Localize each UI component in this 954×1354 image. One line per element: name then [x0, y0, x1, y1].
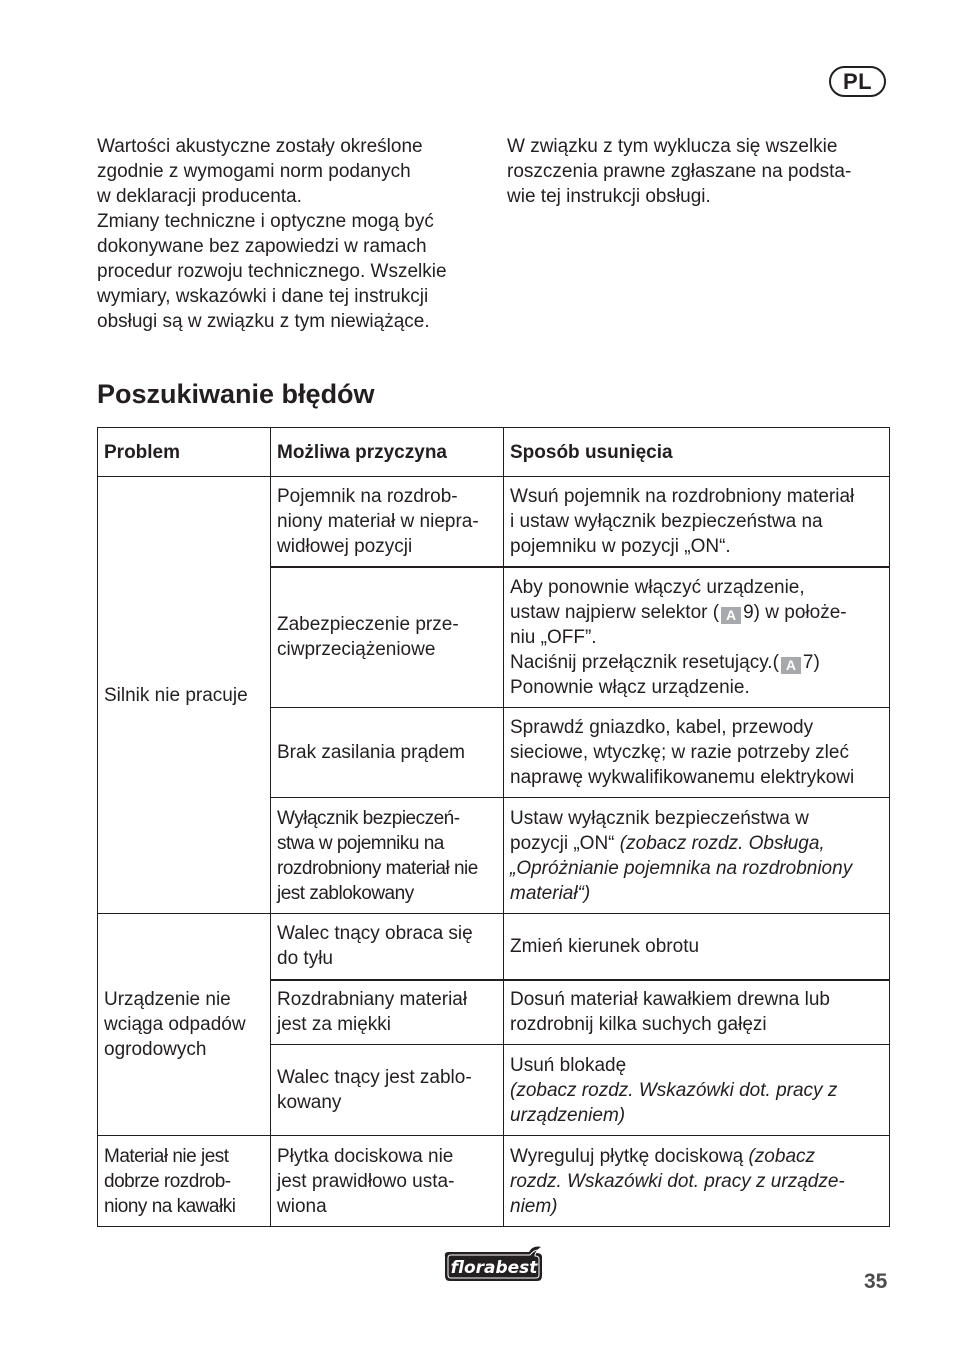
page-number: 35	[864, 1270, 888, 1293]
cause-line: stwa w pojemniku na	[277, 832, 444, 854]
problem-line: dobrze rozdrob-	[104, 1170, 231, 1192]
remedy-cell	[504, 567, 890, 708]
cause-line: Walec tnący jest zablo-	[277, 1067, 472, 1088]
intro-line: wie tej instrukcji obsługi.	[507, 186, 711, 207]
intro-left-column	[97, 134, 447, 334]
language-badge: PL	[829, 66, 886, 97]
remedy-reference: rozdz. Wskazówki dot. pracy z urządze-	[510, 1170, 845, 1192]
problem-line: Silnik nie pracuje	[104, 684, 248, 706]
table-row	[98, 477, 890, 567]
cause-line: widłowej pozycji	[277, 535, 413, 557]
remedy-cell	[504, 980, 890, 1045]
cause-line: ciwprzeciążeniowe	[277, 639, 436, 661]
cause-line: rozdrobniony materiał nie	[277, 857, 478, 879]
cause-cell	[271, 708, 504, 798]
cause-line: Płytka dociskowa nie	[277, 1145, 454, 1167]
cause-line: jest za miękki	[277, 1014, 392, 1036]
header-problem: Problem	[98, 428, 271, 477]
figure-a-icon: A	[781, 657, 801, 674]
intro-line: procedur rozwoju technicznego. Wszelkie	[97, 261, 447, 282]
cause-line: Walec tnący obraca się	[277, 923, 473, 945]
intro-line: w deklaracji producenta.	[97, 186, 302, 207]
table-row	[98, 914, 890, 980]
cause-line: jest prawidłowo usta-	[277, 1170, 455, 1192]
cause-cell	[271, 798, 504, 914]
remedy-text: 9) w położe-	[743, 601, 847, 623]
remedy-line	[510, 600, 883, 625]
remedy-line: rozdrobnij kilka suchych gałęzi	[510, 1014, 767, 1036]
remedy-line: i ustaw wyłącznik bezpieczeństwa na	[510, 510, 823, 532]
remedy-line: Wsuń pojemnik na rozdrobniony materiał	[510, 485, 855, 507]
problem-cell	[98, 477, 271, 914]
remedy-line: Sprawdź gniazdko, kabel, przewody	[510, 717, 814, 738]
logo-text: florabest	[450, 1258, 538, 1278]
remedy-line	[510, 1144, 883, 1169]
problem-line: ogrodowych	[104, 1039, 207, 1060]
cause-line: Brak zasilania prądem	[277, 742, 465, 763]
remedy-text: ustaw najpierw selektor (	[510, 601, 720, 623]
remedy-cell	[504, 798, 890, 914]
remedy-reference: „Opróżnianie pojemnika na rozdrobniony	[510, 857, 853, 879]
problem-cell	[98, 914, 271, 1136]
intro-line: roszczenia prawne zgłaszane na podsta-	[507, 161, 852, 182]
cause-line: Wyłącznik bezpieczeń-	[277, 807, 460, 829]
intro-line: Zmiany techniczne i optyczne mogą być	[97, 211, 434, 232]
cause-line: kowany	[277, 1092, 342, 1113]
header-cause: Możliwa przyczyna	[271, 428, 504, 477]
remedy-line: naprawę wykwalifikowanemu elektrykowi	[510, 767, 855, 788]
header-remedy: Sposób usunięcia	[504, 428, 890, 477]
intro-right-column	[507, 134, 851, 209]
cause-line: Rozdrabniany materiał	[277, 989, 468, 1011]
intro-line: obsługi są w związku z tym niewiążące.	[97, 311, 430, 332]
remedy-cell	[504, 1045, 890, 1136]
remedy-line	[510, 650, 883, 675]
cause-line: jest zablokowany	[277, 882, 414, 904]
remedy-line: sieciowe, wtyczkę; w razie potrzeby zleć	[510, 742, 849, 763]
problem-line: Urządzenie nie	[104, 989, 231, 1010]
intro-line: dokonywane bez zapowiedzi w ramach	[97, 236, 427, 257]
remedy-line	[510, 831, 883, 856]
remedy-cell	[504, 708, 890, 798]
intro-line: wymiary, wskazówki i dane tej instrukcji	[97, 286, 429, 307]
remedy-cell	[504, 914, 890, 980]
figure-a-icon: A	[721, 607, 741, 624]
cause-line: Pojemnik na rozdrob-	[277, 485, 458, 507]
cause-cell	[271, 914, 504, 980]
cause-line: Zabezpieczenie prze-	[277, 614, 459, 636]
remedy-line: Usuń blokadę	[510, 1054, 627, 1076]
remedy-reference: materiał“)	[510, 882, 591, 904]
remedy-line: Zmień kierunek obrotu	[510, 935, 700, 957]
cause-line: wiona	[277, 1195, 327, 1217]
remedy-line: Aby ponownie włączyć urządzenie,	[510, 576, 805, 598]
intro-line: Wartości akustyczne zostały określone	[97, 136, 423, 157]
remedy-reference: (zobacz rozdz. Wskazówki dot. pracy z	[510, 1079, 838, 1101]
problem-line: wciąga odpadów	[104, 1014, 246, 1035]
cause-line: niony materiał w niepra-	[277, 510, 479, 532]
remedy-line: Ponownie włącz urządzenie.	[510, 676, 750, 698]
cause-line: do tyłu	[277, 948, 333, 970]
intro-line: zgodnie z wymogami norm podanych	[97, 161, 411, 182]
florabest-logo	[441, 1244, 547, 1286]
remedy-line: niu „OFF”.	[510, 626, 597, 648]
remedy-reference: niem)	[510, 1195, 558, 1217]
intro-line: W związku z tym wyklucza się wszelkie	[507, 136, 838, 157]
remedy-reference: (zobacz	[748, 1145, 816, 1167]
remedy-text: 7)	[802, 651, 820, 673]
problem-line: niony na kawałki	[104, 1195, 236, 1217]
troubleshooting-table	[97, 427, 890, 1227]
remedy-text: pozycji „ON“	[510, 832, 620, 854]
remedy-reference: urządzeniem)	[510, 1104, 626, 1126]
remedy-cell	[504, 477, 890, 567]
cause-cell	[271, 1136, 504, 1227]
remedy-text: Wyreguluj płytkę dociskową	[510, 1145, 749, 1167]
remedy-reference: (zobacz rozdz. Obsługa,	[619, 832, 825, 854]
remedy-line: pojemniku w pozycji „ON“.	[510, 535, 731, 557]
remedy-line: Dosuń materiał kawałkiem drewna lub	[510, 989, 830, 1011]
section-title: Poszukiwanie błędów	[97, 379, 375, 409]
problem-line: Materiał nie jest	[104, 1145, 229, 1167]
cause-cell	[271, 980, 504, 1045]
cause-cell	[271, 567, 504, 708]
remedy-cell	[504, 1136, 890, 1227]
table-row	[98, 1136, 890, 1227]
table-header-row	[98, 428, 890, 477]
cause-cell	[271, 477, 504, 567]
remedy-text: Naciśnij przełącznik resetujący.(	[510, 651, 779, 673]
remedy-line: Ustaw wyłącznik bezpieczeństwa w	[510, 807, 809, 829]
problem-cell	[98, 1136, 271, 1227]
cause-cell	[271, 1045, 504, 1136]
